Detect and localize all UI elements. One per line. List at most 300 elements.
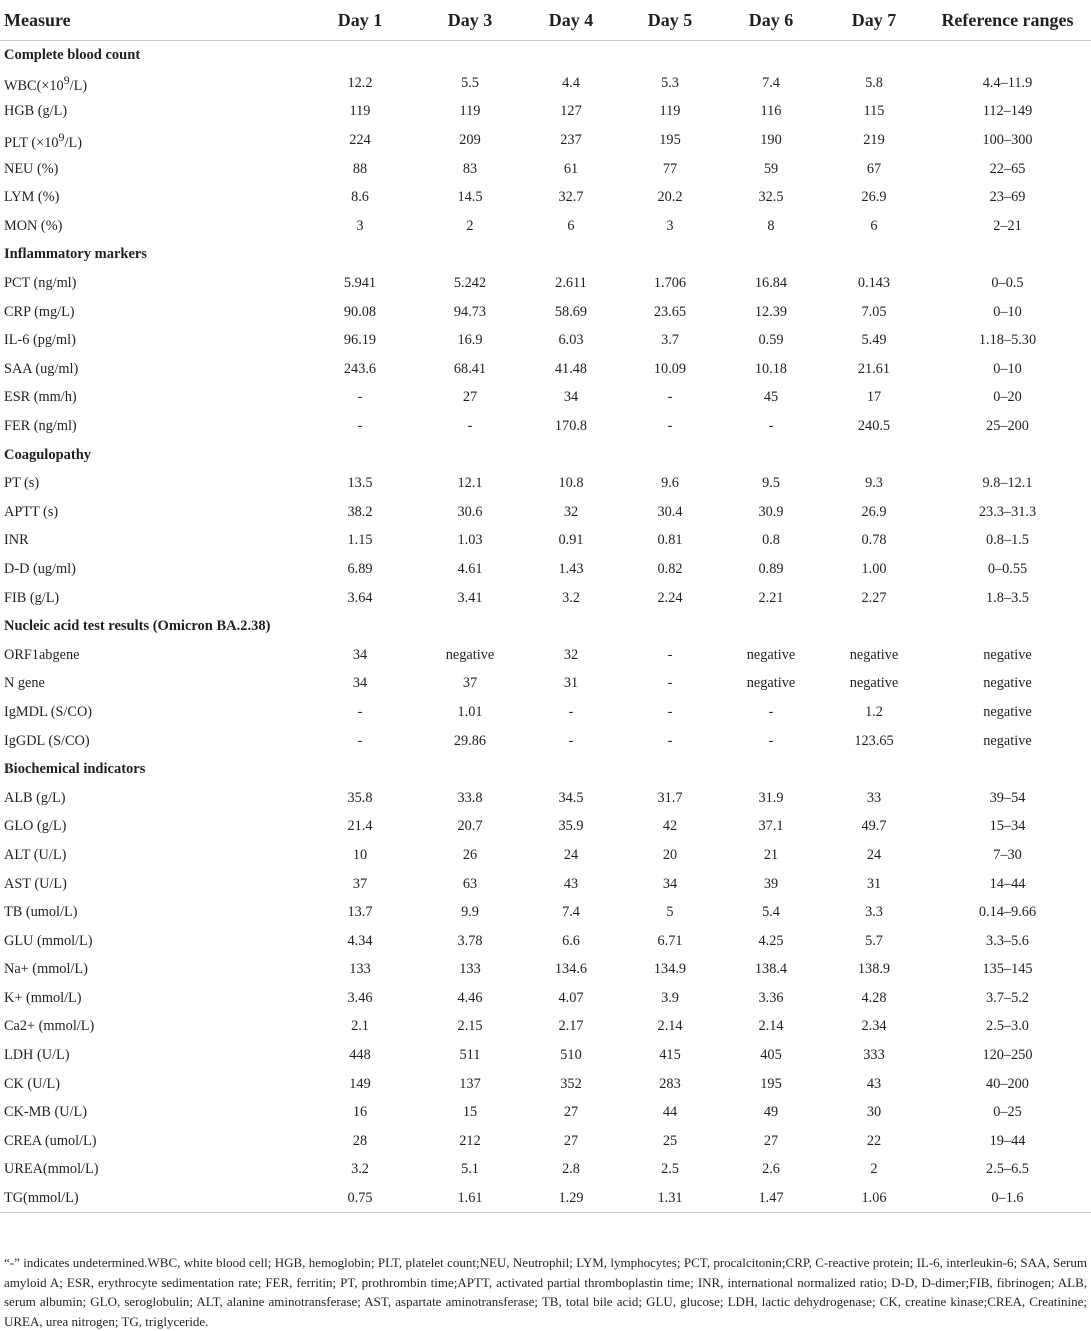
header-reference-ranges: Reference ranges: [924, 0, 1091, 41]
value-cell: 3.78: [457, 932, 483, 949]
value-cell: 1.29: [520, 1184, 622, 1213]
value-cell: 31: [563, 675, 579, 692]
value-cell: -: [568, 732, 574, 749]
reference-range-cell: 22–65: [989, 160, 1026, 177]
section-title: Inflammatory markers: [4, 246, 147, 263]
section-title: Nucleic acid test results (Omicron BA.2.38): [4, 618, 271, 635]
value-cell: 219: [863, 132, 885, 149]
table-row: [0, 1013, 1091, 1042]
value-cell: 0.8: [762, 532, 780, 549]
table-row: [0, 1041, 1091, 1070]
value-cell: 1.47: [718, 1184, 824, 1213]
value-cell: 43: [866, 1075, 882, 1092]
measure-label: ESR (mm/h): [4, 389, 77, 406]
value-cell: 2.14: [758, 1018, 784, 1035]
header-measure: Measure: [0, 0, 300, 41]
value-cell: 21.61: [857, 360, 891, 377]
value-cell: 0.143: [857, 275, 891, 292]
value-cell: 240.5: [857, 418, 891, 435]
value-cell: -: [667, 389, 673, 406]
value-cell: 1.01: [457, 703, 483, 720]
measure-label: CK-MB (U/L): [4, 1104, 87, 1121]
value-cell: 3.64: [347, 589, 373, 606]
value-cell: 4.25: [758, 932, 784, 949]
table-row: [0, 69, 1091, 98]
value-cell: 10: [352, 846, 368, 863]
value-cell: 5: [666, 904, 674, 921]
table-row: [0, 355, 1091, 384]
value-cell: -: [667, 675, 673, 692]
value-cell: 94.73: [453, 303, 487, 320]
value-cell: -: [667, 732, 673, 749]
value-cell: 2.5: [661, 1161, 679, 1178]
value-cell: 133: [459, 961, 481, 978]
measure-label: AST (U/L): [4, 875, 67, 892]
reference-range-cell: 0–20: [993, 389, 1022, 406]
value-cell: 26: [462, 846, 478, 863]
value-cell: 34.5: [558, 789, 584, 806]
value-cell: 32.5: [758, 189, 784, 206]
value-cell: 6.89: [347, 560, 373, 577]
header-day-3: Day 3: [420, 0, 520, 41]
header-day-7: Day 7: [824, 0, 924, 41]
value-cell: 134.6: [554, 961, 588, 978]
value-cell: 37.1: [758, 818, 784, 835]
value-cell: 24: [866, 846, 882, 863]
value-cell: -: [467, 418, 473, 435]
value-cell: 2.1: [351, 1018, 369, 1035]
reference-range-cell: 112–149: [982, 103, 1033, 120]
measure-label: ALB (g/L): [4, 789, 66, 806]
measure-label: [0, 69, 300, 98]
table-footnote: “-” indicates undetermined.WBC, white blood cell; HGB, hemoglobin; PLT, platelet count;NEU, Neutrophil; LYM, lymphocytes; PCT, procalcitonin;CRP, C-reactive protein; IL-6, interleukin-6; SAA, Serum amyloid A; ESR, erythrocyte sedimentation rate; FER, ferritin; PT, prothrombin time;APTT, activated partial thromboplastin time; INR, international normalized ratio; D-D, D-dimer;FIB, fibrinogen; ALB, serum albumin; GLO, seroglobulin; ALT, alanine aminotransferase; AST, aspartate aminotransferase; TB, total bile acid; GLU, glucose; LDH, lactic dehydrogenase; CK, creatine kinase;CREA, Creatinine; UREA, urea nitrogen; TG, triglyceride.: [4, 1255, 1087, 1329]
value-cell: 3.41: [457, 589, 483, 606]
value-cell: 88: [352, 160, 368, 177]
value-cell: negative: [849, 646, 899, 663]
value-cell: 45: [763, 389, 779, 406]
measure-label: HGB (g/L): [4, 103, 68, 120]
measure-label: IgGDL (S/CO): [4, 732, 90, 749]
value-cell: 123.65: [854, 732, 894, 749]
value-cell: 149: [349, 1075, 371, 1092]
reference-range-cell: 14–44: [989, 875, 1026, 892]
value-cell: 138.4: [754, 961, 788, 978]
value-cell: 68.41: [453, 360, 487, 377]
table-row: [0, 212, 1091, 241]
value-cell: 26.9: [861, 503, 887, 520]
value-cell: 30.6: [457, 503, 483, 520]
value-cell: 2.21: [758, 589, 784, 606]
value-cell: 17: [866, 389, 882, 406]
reference-range-cell: 15–34: [989, 818, 1026, 835]
section-header-row: [0, 41, 1091, 70]
value-cell: 3.46: [347, 989, 373, 1006]
table-row: [0, 555, 1091, 584]
value-cell: 3.2: [562, 589, 580, 606]
reference-range-cell: 25–200: [986, 418, 1029, 435]
value-cell: 27: [462, 389, 478, 406]
value-cell: 4.07: [558, 989, 584, 1006]
value-cell: 511: [459, 1047, 481, 1064]
value-cell: 20: [662, 846, 678, 863]
table-row: [0, 155, 1091, 184]
value-cell: 9.9: [461, 904, 479, 921]
value-cell: 30.4: [657, 503, 683, 520]
value-cell: 6.03: [558, 332, 584, 349]
value-cell: -: [357, 732, 363, 749]
value-cell: 14.5: [457, 189, 483, 206]
value-cell: 0.75: [300, 1184, 420, 1213]
value-cell: 61: [563, 160, 579, 177]
value-cell: 119: [659, 103, 681, 120]
measure-label: INR: [4, 532, 29, 549]
value-cell: 37: [462, 675, 478, 692]
measure-label: CK (U/L): [4, 1075, 60, 1092]
value-cell: 9.3: [865, 475, 883, 492]
measure-label: LDH (U/L): [4, 1047, 70, 1064]
value-cell: 3.7: [661, 332, 679, 349]
value-cell: 49.7: [861, 818, 887, 835]
value-cell: 21: [763, 846, 779, 863]
value-cell: 42: [662, 818, 678, 835]
reference-range-cell: 0.14–9.66: [978, 904, 1037, 921]
value-cell: 22: [866, 1132, 882, 1149]
value-cell: 0.91: [558, 532, 584, 549]
value-cell: 138.9: [857, 961, 891, 978]
value-cell: 170.8: [554, 418, 588, 435]
table-row: [0, 469, 1091, 498]
value-cell: 20.7: [457, 818, 483, 835]
section-header-row: [0, 755, 1091, 784]
table-row: [0, 784, 1091, 813]
reference-range-cell: 19–44: [989, 1132, 1026, 1149]
reference-range-cell: 2.5–3.0: [986, 1018, 1029, 1035]
value-cell: 30.9: [758, 503, 784, 520]
measure-label: APTT (s): [4, 503, 59, 520]
value-cell: 34: [662, 875, 678, 892]
value-cell: 10.09: [653, 360, 687, 377]
value-cell: 5.8: [865, 74, 883, 91]
table-row: [0, 670, 1091, 699]
value-cell: 1.06: [824, 1184, 924, 1213]
value-cell: 3: [666, 217, 674, 234]
measure-label: LYM (%): [4, 189, 60, 206]
measure-label: MON (%): [4, 217, 63, 234]
value-cell: 212: [459, 1132, 481, 1149]
table-row: [0, 870, 1091, 899]
reference-range-cell: 39–54: [989, 789, 1026, 806]
measure-label: K+ (mmol/L): [4, 989, 82, 1006]
measure-label: CREA (umol/L): [4, 1132, 97, 1149]
reference-range-cell: negative: [983, 675, 1032, 692]
value-cell: 2: [870, 1161, 878, 1178]
value-cell: 2.24: [657, 589, 683, 606]
value-cell: 26.9: [861, 189, 887, 206]
table-row: [0, 1156, 1091, 1185]
header-row: [0, 0, 1091, 41]
value-cell: 5.1: [461, 1161, 479, 1178]
table-row: [0, 956, 1091, 985]
value-cell: 4.46: [457, 989, 483, 1006]
value-cell: -: [667, 418, 673, 435]
value-cell: 0.81: [657, 532, 683, 549]
value-cell: negative: [445, 646, 495, 663]
value-cell: 67: [866, 160, 882, 177]
value-cell: 5.4: [762, 904, 780, 921]
table-row: [0, 1098, 1091, 1127]
value-cell: 10.18: [754, 360, 788, 377]
value-cell: 9.6: [661, 475, 679, 492]
value-cell: -: [667, 646, 673, 663]
table-row: [0, 412, 1091, 441]
value-cell: 58.69: [554, 303, 588, 320]
value-cell: 5.941: [343, 275, 377, 292]
table-row: [0, 727, 1091, 756]
table-row: [0, 641, 1091, 670]
measure-label: TB (umol/L): [4, 904, 78, 921]
table-header: [0, 0, 1091, 41]
value-cell: 195: [659, 132, 681, 149]
value-cell: 133: [349, 961, 371, 978]
measure-label: PT (s): [4, 475, 40, 492]
value-cell: 34: [352, 675, 368, 692]
value-cell: 13.5: [347, 475, 373, 492]
value-cell: 37: [352, 875, 368, 892]
value-cell: 83: [462, 160, 478, 177]
value-cell: 115: [863, 103, 885, 120]
value-cell: 35.8: [347, 789, 373, 806]
reference-range-cell: 2–21: [993, 217, 1022, 234]
value-cell: 7.4: [562, 904, 580, 921]
value-cell: 415: [659, 1047, 681, 1064]
header-day-6: Day 6: [718, 0, 824, 41]
value-cell: 32: [563, 646, 579, 663]
value-cell: 2.14: [657, 1018, 683, 1035]
table-row: [0, 498, 1091, 527]
value-cell: 116: [760, 103, 782, 120]
reference-range-cell: 3.3–5.6: [986, 932, 1029, 949]
reference-range-cell: 2.5–6.5: [986, 1161, 1029, 1178]
value-cell: 28: [352, 1132, 368, 1149]
value-cell: -: [768, 703, 774, 720]
value-cell: 90.08: [343, 303, 377, 320]
value-cell: 13.7: [347, 904, 373, 921]
value-cell: -: [768, 732, 774, 749]
measure-label: FIB (g/L): [4, 589, 60, 606]
value-cell: 16.84: [754, 275, 788, 292]
table-row: [0, 98, 1091, 127]
value-cell: 23.65: [653, 303, 687, 320]
reference-range-cell: 40–200: [986, 1075, 1029, 1092]
value-cell: 3.9: [661, 989, 679, 1006]
value-cell: 3.2: [351, 1161, 369, 1178]
measure-label: IgMDL (S/CO): [4, 703, 93, 720]
value-cell: 1.00: [861, 560, 887, 577]
value-cell: 3: [356, 217, 364, 234]
value-cell: negative: [746, 675, 796, 692]
value-cell: 190: [760, 132, 782, 149]
reference-range-cell: negative: [983, 646, 1032, 663]
value-cell: 224: [349, 132, 371, 149]
value-cell: 30: [866, 1104, 882, 1121]
table-row: [0, 126, 1091, 155]
value-cell: 59: [763, 160, 779, 177]
value-cell: 127: [560, 103, 582, 120]
value-cell: 31: [866, 875, 882, 892]
section-title: Biochemical indicators: [4, 761, 146, 778]
reference-range-cell: 7–30: [993, 846, 1022, 863]
value-cell: 1.15: [347, 532, 373, 549]
value-cell: 31.7: [657, 789, 683, 806]
measure-label: SAA (ug/ml): [4, 360, 79, 377]
value-cell: 9.5: [762, 475, 780, 492]
measure-label-prefix: PLT (×10: [4, 134, 59, 151]
section-header-row: [0, 441, 1091, 470]
value-cell: 209: [459, 132, 481, 149]
value-cell: 1.43: [558, 560, 584, 577]
value-cell: 12.39: [754, 303, 788, 320]
reference-range-cell: 0–0.55: [987, 560, 1028, 577]
value-cell: 1.2: [865, 703, 883, 720]
value-cell: -: [768, 418, 774, 435]
value-cell: 27: [563, 1104, 579, 1121]
value-cell: 2: [466, 217, 474, 234]
value-cell: 4.61: [457, 560, 483, 577]
value-cell: 6.6: [562, 932, 580, 949]
section-header-row: [0, 612, 1091, 641]
value-cell: 34: [352, 646, 368, 663]
value-cell: 63: [462, 875, 478, 892]
value-cell: 6.71: [657, 932, 683, 949]
value-cell: 25: [662, 1132, 678, 1149]
section-header-row: [0, 241, 1091, 270]
measure-label: TG(mmol/L): [0, 1184, 300, 1213]
value-cell: 195: [760, 1075, 782, 1092]
value-cell: 510: [560, 1047, 582, 1064]
value-cell: -: [357, 703, 363, 720]
value-cell: 134.9: [653, 961, 687, 978]
value-cell: 5.3: [661, 74, 679, 91]
table-row: [0, 698, 1091, 727]
value-cell: 6: [870, 217, 878, 234]
value-cell: 3.3: [865, 904, 883, 921]
measure-label: Na+ (mmol/L): [4, 961, 88, 978]
value-cell: 41.48: [554, 360, 588, 377]
value-cell: 1.706: [653, 275, 687, 292]
table-row: [0, 384, 1091, 413]
value-cell: 33: [866, 789, 882, 806]
measure-label: NEU (%): [4, 160, 59, 177]
table-row: [0, 584, 1091, 613]
measure-label-suffix: /L): [64, 134, 82, 151]
measure-label: FER (ng/ml): [4, 418, 77, 435]
value-cell: 7.05: [861, 303, 887, 320]
reference-range-cell: negative: [983, 732, 1032, 749]
value-cell: 44: [662, 1104, 678, 1121]
value-cell: negative: [849, 675, 899, 692]
value-cell: 49: [763, 1104, 779, 1121]
reference-range-cell: 0.8–1.5: [986, 532, 1029, 549]
measure-label: PCT (ng/ml): [4, 275, 77, 292]
value-cell: 243.6: [343, 360, 377, 377]
value-cell: 237: [560, 132, 582, 149]
value-cell: -: [568, 703, 574, 720]
reference-range-cell: 3.7–5.2: [986, 989, 1029, 1006]
value-cell: 5.7: [865, 932, 883, 949]
value-cell: 0.78: [861, 532, 887, 549]
value-cell: 33.8: [457, 789, 483, 806]
table-row: [0, 269, 1091, 298]
measure-label: N gene: [4, 675, 45, 692]
reference-range-cell: 0–1.6: [924, 1184, 1091, 1213]
measure-label: GLU (mmol/L): [4, 932, 93, 949]
reference-range-cell: 135–145: [982, 961, 1033, 978]
value-cell: 0.59: [758, 332, 784, 349]
value-cell: 8.6: [351, 189, 369, 206]
measure-label: IL-6 (pg/ml): [4, 332, 76, 349]
table-row: [0, 927, 1091, 956]
value-cell: 77: [662, 160, 678, 177]
value-cell: 283: [659, 1075, 681, 1092]
value-cell: 3.36: [758, 989, 784, 1006]
value-cell: 137: [459, 1075, 481, 1092]
measure-label-prefix: WBC(×10: [4, 77, 64, 94]
measure-label: UREA(mmol/L): [4, 1161, 99, 1178]
reference-range-cell: 1.8–3.5: [986, 589, 1029, 606]
reference-range-cell: 9.8–12.1: [982, 475, 1033, 492]
reference-range-cell: 23–69: [989, 189, 1026, 206]
value-cell: 1.31: [622, 1184, 718, 1213]
value-cell: 2.17: [558, 1018, 584, 1035]
value-cell: 0.89: [758, 560, 784, 577]
value-cell: 119: [459, 103, 481, 120]
value-cell: 43: [563, 875, 579, 892]
value-cell: 2.15: [457, 1018, 483, 1035]
section-title: Coagulopathy: [4, 446, 92, 463]
reference-range-cell: 0–10: [993, 303, 1022, 320]
table-row: [0, 841, 1091, 870]
value-cell: 27: [563, 1132, 579, 1149]
reference-range-cell: 0–25: [993, 1104, 1022, 1121]
value-cell: 24: [563, 846, 579, 863]
value-cell: 10.8: [558, 475, 584, 492]
reference-range-cell: 120–250: [982, 1047, 1033, 1064]
value-cell: -: [667, 703, 673, 720]
reference-range-cell: 1.18–5.30: [978, 332, 1037, 349]
value-cell: 21.4: [347, 818, 373, 835]
value-cell: 7.4: [762, 74, 780, 91]
reference-range-cell: 23.3–31.3: [978, 503, 1037, 520]
value-cell: 2.6: [762, 1161, 780, 1178]
measure-label-exponent: 9: [63, 72, 70, 87]
measure-label: GLO (g/L): [4, 818, 67, 835]
value-cell: 12.2: [347, 74, 373, 91]
table-row: [0, 298, 1091, 327]
value-cell: 0.82: [657, 560, 683, 577]
value-cell: 32.7: [558, 189, 584, 206]
value-cell: 5.49: [861, 332, 887, 349]
value-cell: 448: [349, 1047, 371, 1064]
value-cell: 1.61: [420, 1184, 520, 1213]
table-row: [0, 813, 1091, 842]
value-cell: 31.9: [758, 789, 784, 806]
measure-label: ORF1abgene: [4, 646, 80, 663]
value-cell: 5.242: [453, 275, 487, 292]
measure-label: Ca2+ (mmol/L): [4, 1018, 95, 1035]
value-cell: 16: [352, 1104, 368, 1121]
table-row: [0, 527, 1091, 556]
measure-label: CRP (mg/L): [4, 303, 75, 320]
